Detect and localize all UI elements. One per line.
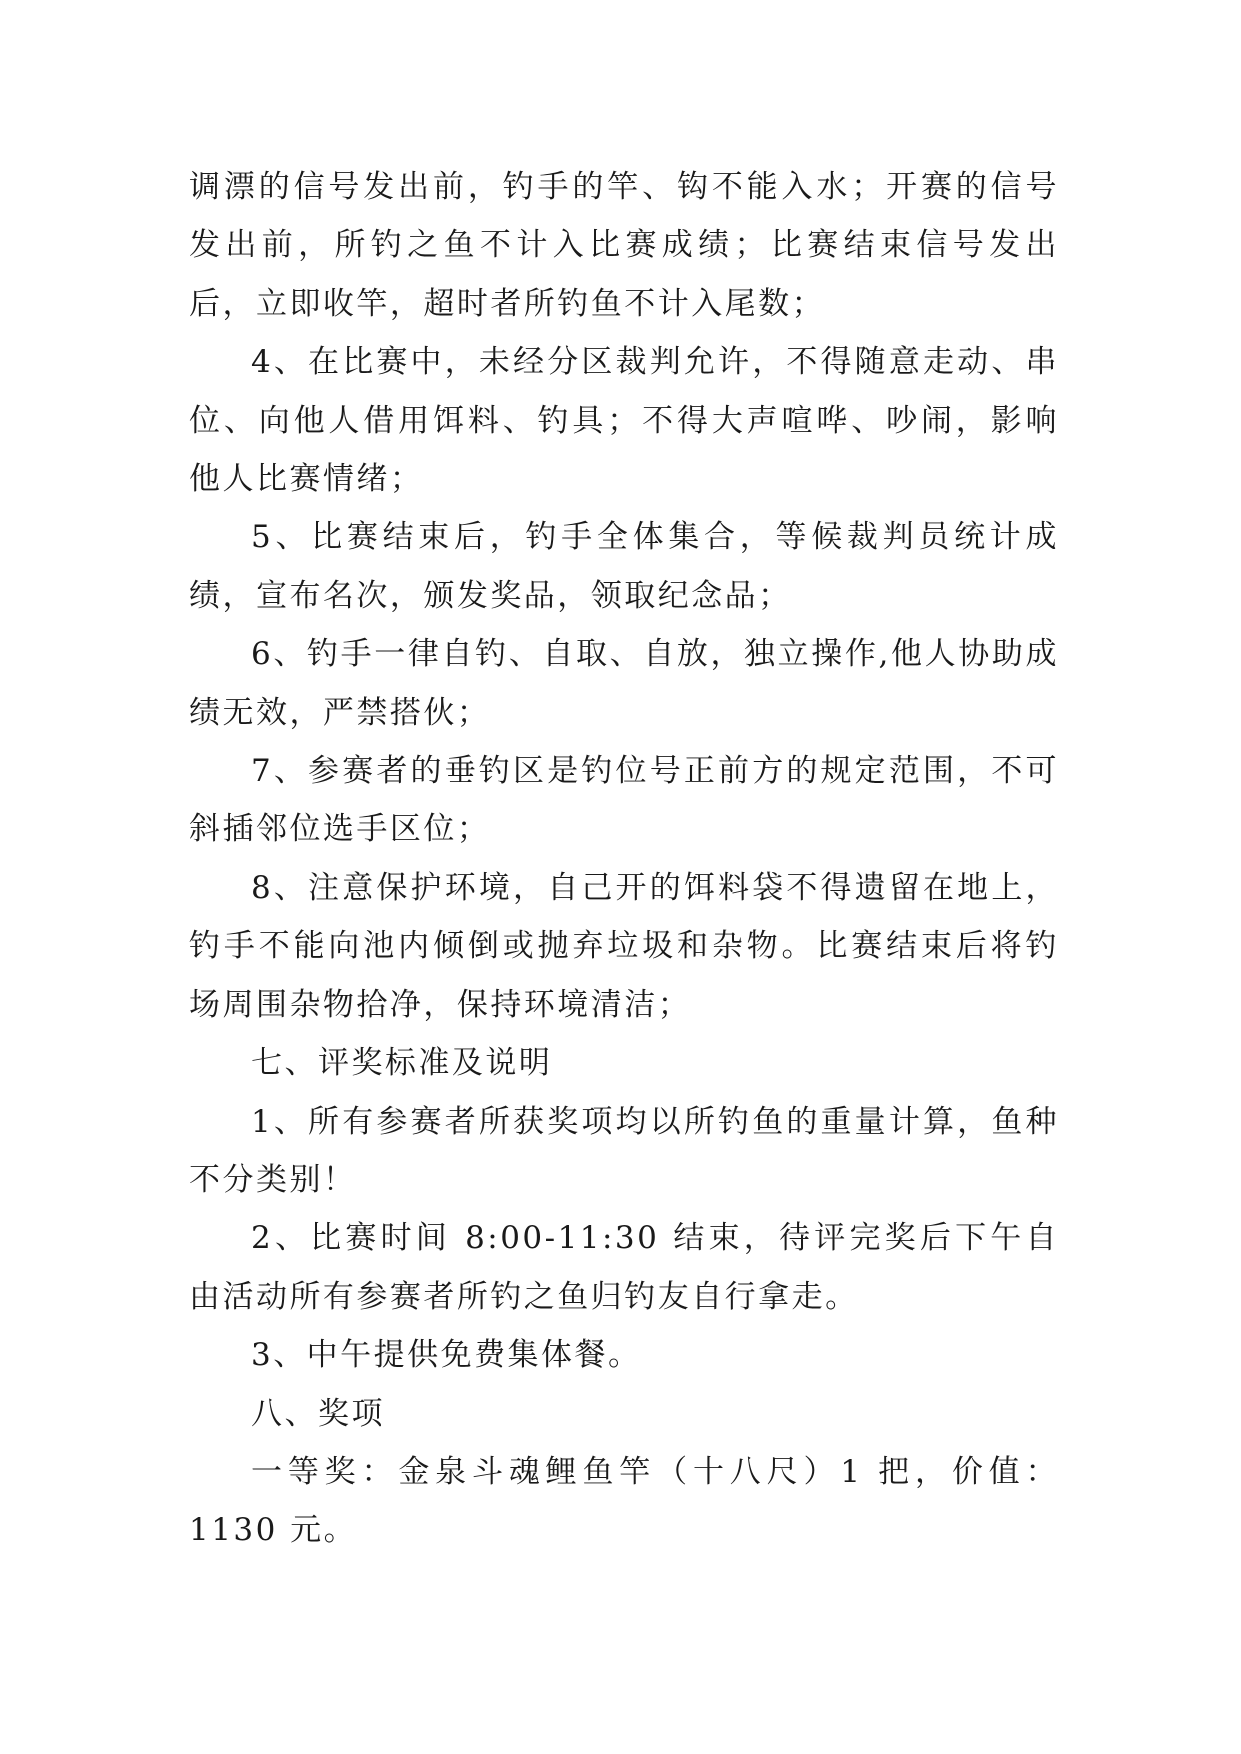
document-body (189, 158, 1059, 1560)
section-heading-awards-criteria: 七、评奖标准及说明 (251, 1045, 553, 1082)
paragraph-criteria-1: 1、所有参赛者所获奖项均以所钓鱼的重量计算，鱼种不分类别！ (189, 1103, 1059, 1198)
paragraph-criteria-3: 3、中午提供免费集体餐。 (251, 1337, 642, 1374)
section-heading-prizes: 八、奖项 (251, 1395, 385, 1432)
paragraph-rule-6: 6、钓手一律自钓、自取、自放，独立操作,他人协助成绩无效，严禁搭伙； (189, 636, 1059, 731)
paragraph-rule-4: 4、在比赛中，未经分区裁判允许，不得随意走动、串位、向他人借用饵料、钓具；不得大声喧哗、吵闹，影响他人比赛情绪； (189, 344, 1059, 498)
paragraph-rule-7: 7、参赛者的垂钓区是钓位号正前方的规定范围，不可斜插邻位选手区位； (189, 753, 1059, 848)
paragraph-first-prize: 一等奖：金泉斗魂鲤鱼竿（十八尺）1 把，价值：1130 元。 (189, 1453, 1059, 1549)
paragraph-rule-5: 5、比赛结束后，钓手全体集合，等候裁判员统计成绩，宣布名次，颁发奖品，领取纪念品； (189, 519, 1059, 614)
paragraph-rule-8: 8、注意保护环境，自己开的饵料袋不得遗留在地上，钓手不能向池内倾倒或抛弃垃圾和杂物。比赛结束后将钓场周围杂物拾净，保持环境清洁； (189, 869, 1059, 1023)
paragraph-continuation: 调漂的信号发出前，钓手的竿、钩不能入水；开赛的信号发出前，所钓之鱼不计入比赛成绩；比赛结束信号发出后，立即收竿，超时者所钓鱼不计入尾数； (189, 169, 1059, 322)
paragraph-criteria-2: 2、比赛时间 8:00-11:30 结束，待评完奖后下午自由活动所有参赛者所钓之鱼归钓友自行拿走。 (189, 1220, 1059, 1315)
